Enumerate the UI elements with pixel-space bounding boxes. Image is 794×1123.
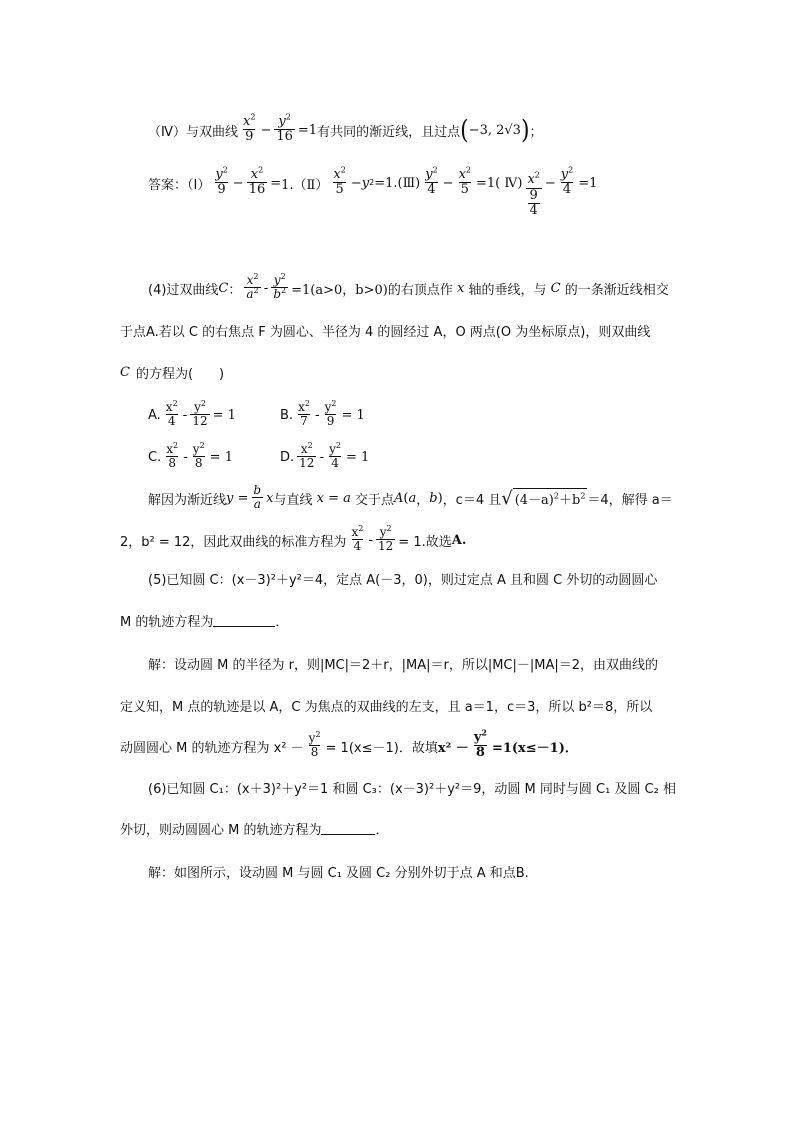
q5-line1 [148,568,657,588]
q4-line1: (4)过双曲线 C ： $\frac{x^2}{a^2}$ - $\frac{y^2}{b^2}$ =1(a>0，b>0)的右顶点作 x 轴的垂线，与 C 的一条渐近线相交 [148,272,669,302]
fraction: $\frac{x^2}{5}$ [333,165,346,198]
fraction: $\frac{y^2}{12}$ [378,524,394,554]
option-d-label: D. [280,449,295,465]
q4-sol-text6: 2，b² = 12，因此双曲线的标准方程为 [120,534,347,550]
option-c-label: C. [148,449,162,465]
fraction: $\frac{x^2}{a^2}$ [246,272,259,302]
q4-line3: C 的方程为( ) [120,364,225,382]
answer-blank[interactable] [213,614,275,627]
option-c: C. $\frac{x^2}{8}$ - $\frac{y^2}{8}$ = 1 [148,441,233,471]
answer-label: 答案：（Ⅰ） [148,177,211,193]
q4-sol-text7: = 1.故选 [398,534,452,550]
q4-sol-text3: 交于点 [355,492,395,508]
fraction: $\frac{y^2}{8}$ [308,730,321,760]
fraction: $\frac{y^2}{9}$ [324,399,337,429]
q6-line2 [120,818,389,838]
q6-line2-text: 外切，则动圆圆心 M 的轨迹方程为 [120,822,322,838]
q4-sol-text4: ，c＝4 且 [442,492,502,508]
item4-line: （Ⅳ）与双曲线 $\frac{x^2}{9}$ − $\frac{y^2}{16}$ =1 有共同的渐近线，且过点 ( −3, 2√3 ) ； [148,112,543,145]
fraction: $\frac{y^2}{b^2}$ [273,272,287,302]
q5-line2-text: M 的轨迹方程为 [120,614,214,630]
option-a-label: A. [148,407,161,423]
q4-solution-line1: 解 因为渐近线 y = $\frac{b}{a}$ x 与直线 x = a 交于点 A ( a ， b ) ，c＝4 且 √ $(4-a)^2+b^2$ ＝4，解得 a＝ [148,483,673,512]
q6-line1 [148,777,676,797]
item4-intro: （Ⅳ）与双曲线 [148,124,238,140]
answer-p3: 1( Ⅳ) [486,175,523,191]
fraction: $\frac{x^2}{4}$ [351,524,364,554]
q4-line2-text: 于点A.若以 C 的右焦点 F 为圆心、半径为 4 的圆经过 A，O 两点(O 为坐标原点)，则双曲线 [120,324,651,340]
q5-line2 [120,610,288,630]
item4-point: −3, 2√3 [468,122,521,138]
fraction: $\frac{x^2}{\frac{9}{4}}$ [527,170,540,218]
q4-line1-text2: 轴的垂线，与 [468,282,547,298]
q5-line1-text: (5)已知圆 C：(x－3)²＋y²＝4，定点 A(－3，0)，则过定点 A 且和圆 C 外切的动圆圆心 [148,572,658,588]
q5-sol3-answer2: =1(x≤－1)． [491,740,578,756]
q6-sol-text: 解：如图所示，设动圆 M 与圆 C₁ 及圆 C₂ 分别外切于点 A 和点B. [148,865,529,881]
fraction: $\frac{x^2}{8}$ [166,441,179,471]
fraction: $\frac{y^2}{16}$ [276,112,293,145]
q4-solution-line2: 2，b² = 12，因此双曲线的标准方程为 $\frac{x^2}{4}$ - $\frac{y^2}{12}$ = 1.故选 A. [120,524,467,554]
fraction: $\frac{x^2}{16}$ [248,165,266,198]
fraction: $\frac{y^2}{9}$ [215,165,228,198]
answer-p4: 1 [589,175,598,191]
q4-line1-text3: 的一条渐近线相交 [564,282,669,298]
fraction: $\frac{x^2}{9}$ [243,112,256,145]
q4-line2 [120,320,650,340]
q4-sol-text5: ＝4，解得 a＝ [587,492,673,508]
fraction: $\frac{x^2}{12}$ [299,441,315,471]
q4-sol-text1: 因为渐近线 [161,492,227,508]
fraction: $\frac{y^2}{8}$ [192,441,205,471]
q5-sol3 [120,726,578,766]
fraction: $\frac{x^2}{7}$ [298,399,310,429]
answer-blank[interactable] [321,822,375,835]
fraction: $\frac{x^2}{4}$ [165,399,178,429]
q6-line1-text: (6)已知圆 C₁：(x＋3)²＋y²＝1 和圆 C₃：(x－3)²＋y²＝9，动圆 M 同时与圆 C₁ 及圆 C₂ 相 [148,781,676,797]
q5-line2-end: ． [275,614,289,630]
q6-sol [148,861,529,881]
answer-p2: 1.(Ⅲ) [385,175,421,191]
fraction: $\frac{y^2}{4}$ [425,165,438,198]
q5-sol2-text: 定义知，M 点的轨迹是以 A，C 为焦点的双曲线的左支，且 a＝1，c＝3，所以 b²＝8，所以 [120,699,653,715]
fraction: $\frac{y^2}{8}$ [473,727,487,761]
q5-sol3-text2: = 1(x≤－1)．故填 [325,740,438,756]
option-b: B. $\frac{x^2}{7}$ - $\frac{y^2}{9}$ = 1 [280,399,365,429]
q5-sol3-answer: x² － [437,740,469,756]
q5-sol1 [148,653,658,673]
q4-line1-cond: =1(a>0，b>0)的右顶点作 [291,282,453,298]
fraction: $\frac{x^2}{5}$ [458,165,471,198]
option-b-label: B. [280,407,294,423]
q5-sol1-text: 解：设动圆 M 的半径为 r，则|MC|＝2＋r，|MA|＝r，所以|MC|－|MA|＝2，由双曲线的 [148,657,659,673]
answer-p1: 1.（Ⅱ） [281,177,329,193]
q4-sol-label: 解 [148,492,162,508]
item4-mid: 有共同的渐近线，且过点 [317,124,461,140]
q4-sol-answer: A. [451,532,467,548]
fraction: $\frac{y^2}{12}$ [192,399,208,429]
q4-line1-text: (4)过双曲线 [148,282,219,298]
item4-end: ； [529,124,543,140]
q5-sol3-text: 动圆圆心 M 的轨迹方程为 x² － [120,740,304,756]
fraction: $\frac{b}{a}$ [253,483,262,512]
option-a: A. $\frac{x^2}{4}$ - $\frac{y^2}{12}$ = 1 [148,399,236,429]
fraction: $\frac{y^2}{4}$ [329,441,342,471]
q4-line3-text: 的方程为( ) [135,366,225,382]
q5-sol2 [120,695,652,715]
q4-sol-text2: 与直线 [273,492,313,508]
answer-line: 答案：（Ⅰ） $\frac{y^2}{9}$ − $\frac{x^2}{16}$ = 1.（Ⅱ） $\frac{x^2}{5}$ − y 2 = 1.(Ⅲ) $\frac{y^2}{4}$ − $\frac{x^2}{5}$ = 1( Ⅳ) $\frac{x^2}{\frac{9}{4}}$ − $\frac{y^2}{4}$ = 1 [148,165,598,218]
fraction: $\frac{y^2}{4}$ [560,165,574,198]
q6-line2-end: ． [375,822,389,838]
option-d: D. $\frac{x^2}{12}$ - $\frac{y^2}{4}$ = 1 [280,441,370,471]
